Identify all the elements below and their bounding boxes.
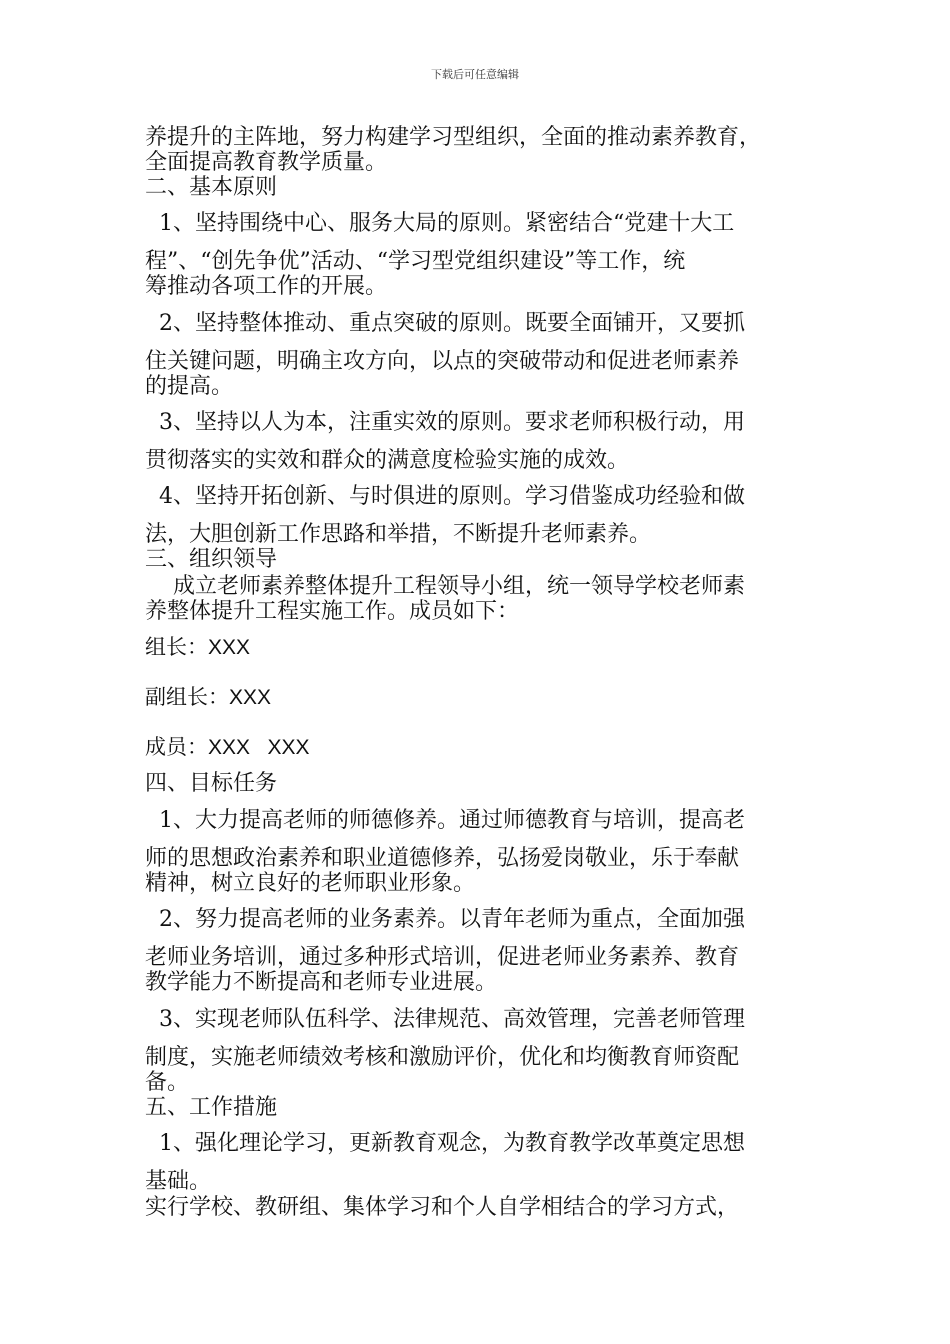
- section-heading: 二、基本原则: [145, 175, 278, 200]
- section-heading: 五、工作措施: [145, 1095, 278, 1120]
- text-line: 备。: [145, 1070, 190, 1095]
- text-line: 成立老师素养整体提升工程领导小组，统一领导学校老师素: [145, 574, 745, 599]
- text-line: 养整体提升工程实施工作。成员如下：: [145, 599, 520, 624]
- member-leader: 组长：XXX: [145, 636, 251, 659]
- text-line: 实行学校、教研组、集体学习和个人自学相结合的学习方式，: [145, 1195, 740, 1220]
- text-line: 的提高。: [145, 374, 234, 399]
- text-line: 2、努力提高老师的业务素养。以青年老师为重点，全面加强: [145, 907, 745, 932]
- text-line: 师的思想政治素养和职业道德修养，弘扬爱岗敬业，乐于奉献: [145, 846, 740, 871]
- member-list: 成员：XXX XXX: [145, 736, 310, 759]
- text-line: 1、强化理论学习，更新教育观念，为教育教学改革奠定思想: [145, 1131, 745, 1156]
- text-line: 住关键问题，明确主攻方向，以点的突破带动和促进老师素养: [145, 349, 740, 374]
- text-line: 1、坚持围绕中心、服务大局的原则。紧密结合“党建十大工: [145, 211, 735, 236]
- text-line: 法，大胆创新工作思路和举措，不断提升老师素养。: [145, 522, 652, 547]
- text-line: 基础。: [145, 1169, 212, 1194]
- section-heading: 四、目标任务: [145, 771, 278, 796]
- text-line: 筹推动各项工作的开展。: [145, 274, 388, 299]
- text-line: 养提升的主阵地，努力构建学习型组织，全面的推动素养教育，: [145, 125, 762, 150]
- text-line: 1、大力提高老师的师德修养。通过师德教育与培训，提高老: [145, 808, 745, 833]
- text-line: 贯彻落实的实效和群众的满意度检验实施的成效。: [145, 448, 630, 473]
- text-line: 全面提高教育教学质量。: [145, 150, 388, 175]
- text-line: 老师业务培训，通过多种形式培训，促进老师业务素养、教育: [145, 945, 740, 970]
- text-line: 2、坚持整体推动、重点突破的原则。既要全面铺开，又要抓: [145, 311, 745, 336]
- text-line: 教学能力不断提高和老师专业进展。: [145, 970, 498, 995]
- page-header: 下载后可任意编辑: [431, 68, 519, 81]
- text-line: 4、坚持开拓创新、与时俱进的原则。学习借鉴成功经验和做: [145, 484, 745, 509]
- text-line: 精神，树立良好的老师职业形象。: [145, 871, 476, 896]
- text-line: 程”、“创先争优”活动、“学习型党组织建设”等工作，统: [145, 249, 686, 274]
- section-heading: 三、组织领导: [145, 547, 278, 572]
- member-deputy: 副组长：XXX: [145, 686, 272, 709]
- text-line: 制度，实施老师绩效考核和激励评价，优化和均衡教育师资配: [145, 1045, 740, 1070]
- text-line: 3、实现老师队伍科学、法律规范、高效管理，完善老师管理: [145, 1007, 745, 1032]
- text-line: 3、坚持以人为本，注重实效的原则。要求老师积极行动，用: [145, 410, 745, 435]
